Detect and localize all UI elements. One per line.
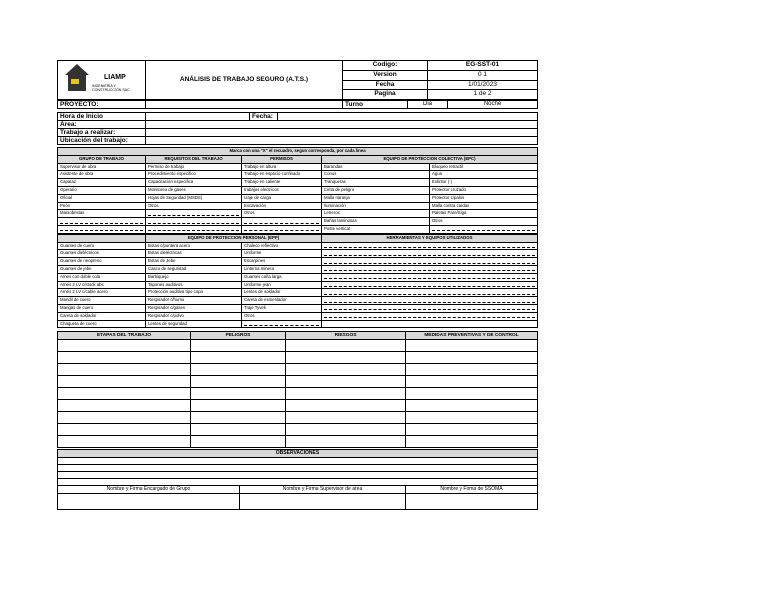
herramienta-field[interactable] [322, 289, 538, 297]
meta-value[interactable]: 0 1 [428, 70, 538, 80]
epp-item[interactable]: Arnés 2 LV c/stock abs [58, 281, 146, 289]
epp-item[interactable]: Careta de esmerilador [242, 297, 322, 305]
step-cell[interactable] [191, 352, 286, 364]
requisito-item[interactable]: Monitoreo de gases [146, 186, 242, 194]
permiso-item[interactable]: Izaje de carga [242, 194, 322, 202]
epc-item[interactable]: Malla contra caídas [430, 202, 538, 210]
step-cell[interactable] [406, 340, 538, 352]
instruction-band: Marca con una "X" el recuadro, segun corresponda, por cada linea [58, 148, 538, 156]
steps-col-etapas: ETAPAS DEL TRABAJO [58, 332, 191, 340]
step-cell[interactable] [58, 364, 191, 376]
step-cell[interactable] [191, 424, 286, 436]
requisito-item[interactable]: Otros [146, 202, 242, 210]
project-row [57, 100, 538, 109]
step-cell[interactable] [58, 424, 191, 436]
company-logo [58, 61, 146, 100]
step-cell[interactable] [286, 340, 406, 352]
form-header [57, 60, 538, 100]
epp-item[interactable]: Tapones auditivos [146, 281, 242, 289]
epc-item[interactable]: Tranqueras [322, 179, 430, 187]
signature-label-grupo: Nombre y Firma Encargado de Grupo [58, 486, 240, 494]
step-cell[interactable] [406, 352, 538, 364]
epp-item[interactable]: Traje Tyvek [242, 304, 322, 312]
requisito-item[interactable]: Hojas de Seguridad (MSDS) [146, 194, 242, 202]
herramienta-field[interactable] [322, 242, 538, 250]
herramienta-field[interactable] [322, 258, 538, 266]
herramienta-field[interactable] [322, 312, 538, 320]
epp-item[interactable]: Casco de seguridad [146, 265, 242, 273]
step-cell[interactable] [191, 436, 286, 448]
fecha-label: Fecha: [250, 113, 278, 121]
meta-value[interactable]: 1 de 2 [428, 90, 538, 100]
epc-item[interactable]: Conos [322, 171, 430, 179]
turno-noche[interactable]: Noche [448, 101, 538, 109]
step-cell[interactable] [406, 424, 538, 436]
requisito-item[interactable]: Capacitación especifica [146, 179, 242, 187]
observaciones-line[interactable] [58, 472, 538, 479]
epp-item[interactable]: Arnés 2 LV c/cable acero [58, 289, 146, 297]
observaciones-line[interactable] [58, 458, 538, 465]
epp-item[interactable]: Guantes de cuero [58, 242, 146, 250]
step-cell[interactable] [58, 388, 191, 400]
herramienta-field[interactable] [322, 320, 538, 328]
step-cell[interactable] [406, 376, 538, 388]
step-cell[interactable] [406, 436, 538, 448]
turno-dia[interactable]: Dia [408, 101, 448, 109]
permiso-blank[interactable] [242, 218, 322, 226]
ats-form [57, 60, 537, 510]
epc-item[interactable]: Bloqueo retractil [430, 163, 538, 171]
step-cell[interactable] [191, 412, 286, 424]
epc-item[interactable]: Poste vertical [322, 225, 430, 233]
permiso-item[interactable]: Trabajo en altura [242, 163, 322, 171]
herramienta-field[interactable] [322, 281, 538, 289]
meta-label: Codigo: [343, 61, 428, 71]
observaciones-heading: OBSERVACIONES [58, 450, 538, 458]
observaciones-line[interactable] [58, 479, 538, 486]
hora-label: Hora de Inicio [58, 113, 146, 121]
epp-item[interactable]: Guantes dieléctricos [58, 250, 146, 258]
observations-table [57, 449, 538, 510]
herramienta-field[interactable] [322, 250, 538, 258]
grupo-item[interactable]: Maniobristas [58, 210, 146, 218]
epp-item[interactable]: Barbiquejo [146, 273, 242, 281]
checklist-section-1 [57, 147, 538, 234]
signature-label-ssoma: Nombre y Firma de SSOMA [406, 486, 538, 494]
epp-heading: EQUIPO DE PROTECCION PERSONAL (EPP) [146, 234, 322, 242]
permiso-item[interactable]: Otros [242, 210, 322, 218]
signature-box-supervisor[interactable] [240, 494, 406, 510]
epp-item[interactable]: Chaqueta de cuero [58, 320, 146, 328]
steps-col-riesgos: RIESGOS [286, 332, 406, 340]
epc-item[interactable]: Protector cruzado [430, 186, 538, 194]
epp-item[interactable]: Respirador c/polvo [146, 312, 242, 320]
signature-label-supervisor: Nombre y Firma Supervisor de area [240, 486, 406, 494]
ubicacion-field[interactable] [146, 137, 538, 145]
epc-item[interactable]: Letreros [322, 210, 430, 218]
step-cell[interactable] [406, 388, 538, 400]
herramienta-field[interactable] [322, 273, 538, 281]
step-cell[interactable] [286, 412, 406, 424]
epc-item[interactable]: Cinta de peligro [322, 186, 430, 194]
epp-item[interactable]: Chaleco reflectivo [242, 242, 322, 250]
epc-item[interactable]: Barandas [322, 163, 430, 171]
turno-label: Turno [343, 101, 408, 109]
epc-item[interactable]: Otros [430, 218, 538, 226]
signature-box-grupo[interactable] [58, 494, 240, 510]
info-rows [57, 112, 538, 145]
grupo-item[interactable]: Operario [58, 186, 146, 194]
signature-box-ssoma[interactable] [406, 494, 538, 510]
step-cell[interactable] [286, 388, 406, 400]
requisito-item[interactable]: Procedimiento especifico [146, 171, 242, 179]
requisito-blank[interactable] [146, 210, 242, 218]
area-field[interactable] [146, 121, 538, 129]
area-label: Área: [58, 121, 146, 129]
permiso-item[interactable]: trabajos electricos [242, 186, 322, 194]
step-cell[interactable] [406, 400, 538, 412]
requisito-blank[interactable] [146, 225, 242, 233]
herramientas-heading: HERRAMIENTAS Y EQUIPOS UTILIZADOS [322, 234, 538, 242]
step-cell[interactable] [406, 412, 538, 424]
epp-item[interactable]: Guantes de neopreno [58, 258, 146, 266]
grupo-blank[interactable] [58, 225, 146, 233]
epp-item[interactable]: Respirador c/gases [146, 304, 242, 312]
grupo-heading: GRUPO DE TRABAJO [58, 155, 146, 163]
herramienta-field[interactable] [322, 265, 538, 273]
epp-blank[interactable] [242, 320, 322, 328]
grupo-item[interactable]: Asistente de obra [58, 171, 146, 179]
step-cell[interactable] [286, 352, 406, 364]
hora-field[interactable] [146, 113, 250, 121]
epc-item[interactable]: Agua [430, 171, 538, 179]
epc-item[interactable]: Paletas Pare/Siga [430, 210, 538, 218]
meta-label: Fecha [343, 80, 428, 90]
step-cell[interactable] [191, 376, 286, 388]
requisitos-heading: REQUISITOS DEL TRABAJO [146, 155, 242, 163]
epp-item[interactable]: Respirador c/humo [146, 297, 242, 305]
epc-item[interactable]: Malla naranja [322, 194, 430, 202]
grupo-item[interactable]: Capataz [58, 179, 146, 187]
permiso-item[interactable]: Trabajo en espacio confinado [242, 171, 322, 179]
step-cell[interactable] [58, 376, 191, 388]
steps-col-peligros: PELIGROS [191, 332, 286, 340]
step-cell[interactable] [191, 388, 286, 400]
meta-value[interactable]: EG-SST-01 [428, 61, 538, 71]
epc-blank[interactable] [430, 225, 538, 233]
epc-item[interactable]: Protector c/palos [430, 194, 538, 202]
step-cell[interactable] [191, 340, 286, 352]
brand-name: LIAMP [104, 74, 126, 81]
epp-item[interactable]: Careta de soldador [58, 312, 146, 320]
epp-item[interactable]: Guantes de jebe [58, 265, 146, 273]
step-cell[interactable] [191, 364, 286, 376]
step-cell[interactable] [406, 364, 538, 376]
project-field[interactable] [146, 101, 343, 109]
grupo-item[interactable]: Oficial [58, 194, 146, 202]
step-cell[interactable] [58, 340, 191, 352]
epc-heading: EQUIPO DE PROTECCION COLECTIVA (EPC) [322, 155, 538, 163]
grupo-item[interactable]: Peón [58, 202, 146, 210]
epp-item[interactable]: Mandil de cuero [58, 297, 146, 305]
step-cell[interactable] [286, 400, 406, 412]
permiso-item[interactable]: Trabajo en caliente [242, 179, 322, 187]
epc-item[interactable]: Extintor (-) [430, 179, 538, 187]
form-title: ANÁLISIS DE TRABAJO SEGURO (A.T.S.) [146, 61, 343, 100]
epc-item[interactable]: Bañas laminosas [322, 218, 430, 226]
epp-item[interactable]: Botas dieléctricas [146, 250, 242, 258]
step-cell[interactable] [286, 376, 406, 388]
epp-item[interactable]: Lentes de seguridad [146, 320, 242, 328]
epp-item[interactable]: Arnes con doble cola [58, 273, 146, 281]
epp-item[interactable]: Otros [242, 312, 322, 320]
ubicacion-label: Ubicación del trabajo: [58, 137, 146, 145]
checklist-section-2 [57, 234, 538, 329]
step-cell[interactable] [58, 400, 191, 412]
epp-item[interactable]: Lentes de soldador [242, 289, 322, 297]
epp-heading-spacer [58, 234, 146, 242]
requisito-blank[interactable] [146, 218, 242, 226]
epp-item[interactable]: Mangas de cuero [58, 304, 146, 312]
steps-col-medidas: MEDIDAS PREVENTIVAS Y DE CONTROL [406, 332, 538, 340]
herramienta-field[interactable] [322, 297, 538, 305]
step-cell[interactable] [191, 400, 286, 412]
fecha-field[interactable] [278, 113, 538, 121]
requisito-item[interactable]: Permiso de trabajo [146, 163, 242, 171]
project-label: PROYECTO: [58, 101, 146, 109]
observaciones-line[interactable] [58, 465, 538, 472]
grupo-blank[interactable] [58, 218, 146, 226]
step-cell[interactable] [286, 364, 406, 376]
epp-item[interactable]: Botas de Jebe [146, 258, 242, 266]
meta-label: Version [343, 70, 428, 80]
trabajo-label: Trabajo a realizar: [58, 129, 146, 137]
epp-item[interactable]: Linterna minera [242, 265, 322, 273]
epp-item[interactable]: Botas c/puntera acero [146, 242, 242, 250]
house-icon [65, 64, 89, 75]
epp-item[interactable]: Uniforme jean [242, 281, 322, 289]
epp-item[interactable]: Guantes caña larga [242, 273, 322, 281]
step-cell[interactable] [58, 412, 191, 424]
epc-item[interactable]: Iluminación [322, 202, 430, 210]
grupo-item[interactable]: Supervisor de obra [58, 163, 146, 171]
herramienta-field[interactable] [322, 304, 538, 312]
epp-item[interactable]: Escarpines [242, 258, 322, 266]
permiso-item[interactable]: Excavación [242, 202, 322, 210]
meta-label: Pagina [343, 90, 428, 100]
permiso-blank[interactable] [242, 225, 322, 233]
permisos-heading: PERMISOS [242, 155, 322, 163]
epp-item[interactable]: Protección auditiva tipo copa [146, 289, 242, 297]
meta-value[interactable]: 1/01/2023 [428, 80, 538, 90]
epp-item[interactable]: Uniforme [242, 250, 322, 258]
step-cell[interactable] [286, 436, 406, 448]
step-cell[interactable] [58, 436, 191, 448]
step-cell[interactable] [286, 424, 406, 436]
step-cell[interactable] [58, 352, 191, 364]
trabajo-field[interactable] [146, 129, 538, 137]
brand-subtitle: INGENIERÍA Y CONSTRUCCIÓN SAC [92, 84, 130, 92]
steps-table [57, 331, 538, 448]
